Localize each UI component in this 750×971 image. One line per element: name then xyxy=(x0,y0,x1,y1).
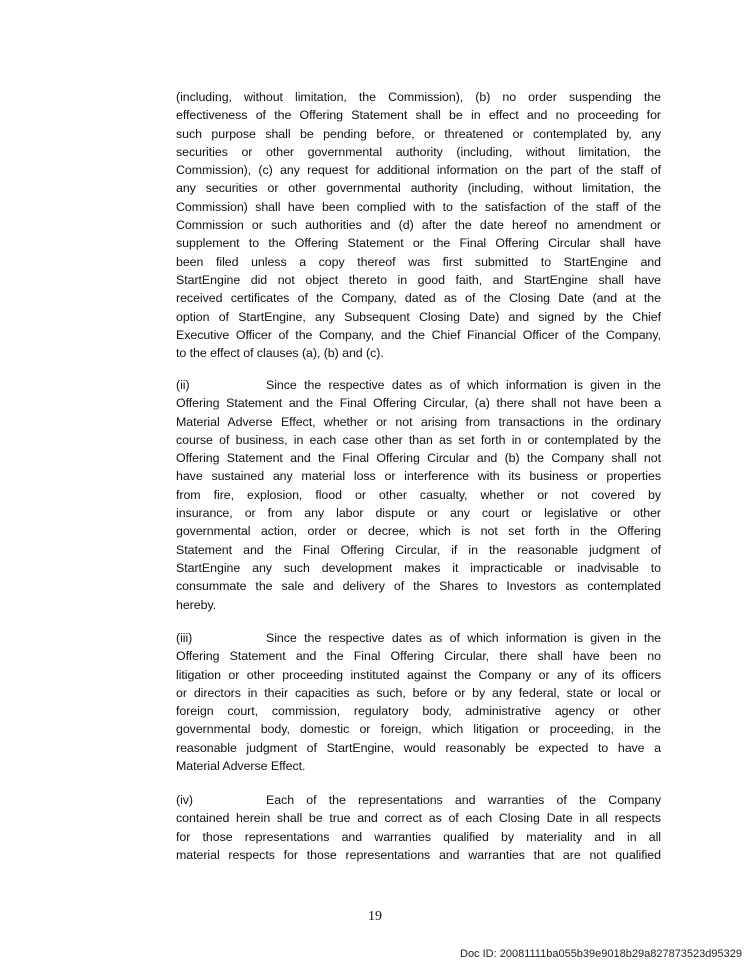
text-line xyxy=(176,791,661,809)
text-line: Material Adverse Effect, whether or not arising from transactions in the ordinary xyxy=(176,414,661,429)
text-line: consummate the sale and delivery of the Shares to Investors as contemplated xyxy=(176,579,661,594)
text-line: for those representations and warranties qualified by materiality and in all xyxy=(176,829,661,844)
text-line: Commission or such authorities and (d) after the date hereof no amendment or xyxy=(176,218,661,233)
text-line: insurance, or from any labor dispute or any court or legislative or other xyxy=(176,506,661,521)
paragraph-ii xyxy=(176,376,661,614)
text-line xyxy=(176,629,661,647)
text-line-content: Since the respective dates as of which information is given in the xyxy=(266,378,661,392)
text-line: Offering Statement and the Final Offering Circular and (b) the Company shall not xyxy=(176,451,661,466)
text-line: reasonable judgment of StartEngine, would reasonably be expected to have a xyxy=(176,740,661,755)
text-line: to the effect of clauses (a), (b) and (c). xyxy=(176,346,384,361)
clause-number: (ii) xyxy=(176,378,190,392)
text-line: StartEngine any such development makes it impracticable or inadvisable to xyxy=(176,560,661,575)
page-number: 19 xyxy=(368,909,382,924)
text-line: securities or other governmental authority (including, without limitation, the xyxy=(176,144,661,159)
text-line: or directors in their capacities as such, before or by any federal, state or local or xyxy=(176,685,661,700)
text-line: supplement to the Offering Statement or the Final Offering Circular shall have xyxy=(176,236,661,251)
text-line: Statement and the Final Offering Circular, if in the reasonable judgment of xyxy=(176,542,661,557)
text-line: Material Adverse Effect. xyxy=(176,759,306,774)
text-line: hereby. xyxy=(176,597,217,612)
text-line: contained herein shall be true and correct as of each Closing Date in all respects xyxy=(176,811,661,826)
paragraph-iii xyxy=(176,629,661,775)
paragraph-iv xyxy=(176,791,661,864)
text-line: effectiveness of the Offering Statement shall be in effect and no proceeding for xyxy=(176,108,661,123)
text-line xyxy=(176,376,661,394)
text-line: governmental body, domestic or foreign, which litigation or proceeding, in the xyxy=(176,722,661,737)
text-line: Offering Statement and the Final Offering Circular, there shall have been no xyxy=(176,649,661,664)
text-line: Offering Statement and the Final Offering Circular, (a) there shall not have been a xyxy=(176,396,661,411)
text-line: have sustained any material loss or interference with its business or properties xyxy=(176,469,661,484)
text-line: course of business, in each case other than as set forth in or contemplated by the xyxy=(176,432,661,447)
text-line: from fire, explosion, flood or other casualty, whether or not covered by xyxy=(176,487,661,502)
doc-id-footer: Doc ID: 20081111ba055b39e9018b29a827873523d95329 xyxy=(460,948,742,960)
text-line: been filed unless a copy thereof was first submitted to StartEngine and xyxy=(176,254,661,269)
text-line: received certificates of the Company, dated as of the Closing Date (and at the xyxy=(176,291,661,306)
paragraph-continuation xyxy=(176,88,661,362)
clause-number: (iv) xyxy=(176,793,194,807)
clause-number: (iii) xyxy=(176,631,193,645)
text-line: Commission), (c) any request for additional information on the part of the staff of xyxy=(176,163,661,178)
text-line: governmental action, order or decree, which is not set forth in the Offering xyxy=(176,524,661,539)
text-line: any securities or other governmental authority (including, without limitation, the xyxy=(176,181,661,196)
text-line: such purpose shall be pending before, or threatened or contemplated by, any xyxy=(176,126,661,141)
text-line: Commission) shall have been complied with to the satisfaction of the staff of the xyxy=(176,199,661,214)
text-line: StartEngine did not object thereto in good faith, and StartEngine shall have xyxy=(176,272,661,287)
text-line: litigation or other proceeding instituted against the Company or any of its officers xyxy=(176,667,661,682)
text-line: Executive Officer of the Company, and the Chief Financial Officer of the Company, xyxy=(176,327,661,342)
text-line: foreign court, commission, regulatory body, administrative agency or other xyxy=(176,704,661,719)
text-line: option of StartEngine, any Subsequent Closing Date) and signed by the Chief xyxy=(176,309,661,324)
text-line: material respects for those representations and warranties that are not qualified xyxy=(176,847,661,862)
text-line: (including, without limitation, the Commission), (b) no order suspending the xyxy=(176,90,661,104)
text-line-content: Since the respective dates as of which information is given in the xyxy=(266,631,661,645)
text-line-content: Each of the representations and warranties of the Company xyxy=(266,793,661,807)
